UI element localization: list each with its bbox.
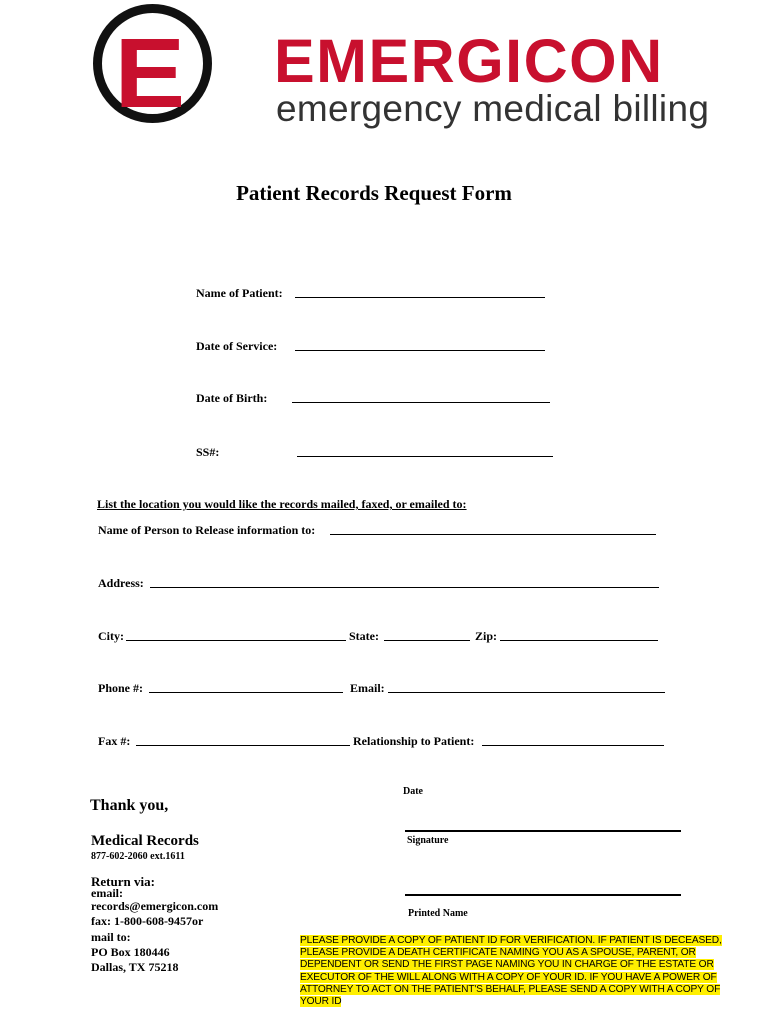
notice-line: PLEASE PROVIDE A COPY OF PATIENT ID FOR VERIFICATION. IF PATIENT IS DECEASED, — [300, 935, 722, 946]
date-of-service-label: Date of Service: — [196, 339, 278, 353]
date-label: Date — [403, 786, 423, 797]
ssn-label: SS#: — [196, 445, 220, 459]
notice-line: ATTORNEY TO ACT ON THE PATIENT'S BEHALF, PLEASE SEND A COPY WITH A COPY OF — [300, 983, 721, 995]
zip-label: Zip: — [475, 629, 498, 643]
fax-field[interactable] — [136, 745, 350, 746]
state-label: State: — [349, 629, 379, 643]
printed-name-label: Printed Name — [408, 908, 468, 919]
page-title: Patient Records Request Form — [236, 181, 512, 205]
phone-field[interactable] — [149, 692, 343, 693]
id-verification-notice — [300, 935, 760, 1008]
date-of-birth-label: Date of Birth: — [196, 391, 268, 405]
mail-to-label: mail to: — [91, 930, 131, 944]
email-contact-label: email: — [91, 886, 123, 900]
relationship-field[interactable] — [482, 745, 664, 746]
printed-name-field[interactable] — [405, 894, 681, 896]
city-state-zip: Dallas, TX 75218 — [91, 960, 179, 974]
notice-line: YOUR ID — [300, 996, 342, 1008]
brand-name: EMERGICON — [274, 27, 664, 95]
date-of-service-field[interactable] — [295, 350, 545, 351]
brand-tagline: emergency medical billing — [276, 88, 710, 129]
thanks-text: Thank you, — [90, 797, 169, 814]
address-field[interactable] — [150, 587, 659, 588]
po-box: PO Box 180446 — [91, 945, 170, 959]
signature-label: Signature — [407, 835, 449, 846]
address-label: Address: — [98, 576, 144, 590]
city-label: City: — [98, 629, 124, 643]
department-name: Medical Records — [91, 833, 199, 849]
release-to-label: Name of Person to Release information to: — [98, 523, 316, 537]
email-field[interactable] — [388, 692, 665, 693]
contact-fax: fax: 1-800-608-9457or — [91, 914, 204, 928]
notice-line: EXECUTOR OF THE WILL ALONG WITH A COPY OF YOUR ID. IF YOU HAVE A POWER OF — [300, 971, 717, 983]
patient-name-label: Name of Patient: — [196, 286, 283, 300]
release-to-field[interactable] — [330, 534, 656, 535]
email-label: Email: — [350, 681, 385, 695]
contact-email-link[interactable]: records@emergicon.com — [91, 899, 219, 913]
fax-label: Fax #: — [98, 734, 131, 748]
patient-name-field[interactable] — [295, 297, 545, 298]
phone-label: Phone #: — [98, 681, 143, 695]
release-heading: List the location you would like the records mailed, faxed, or emailed to: — [97, 497, 467, 511]
state-field[interactable] — [384, 640, 470, 641]
signature-field[interactable] — [405, 830, 681, 832]
notice-line: DEPENDENT OR SEND THE FIRST PAGE NAMING YOU IN CHARGE OF THE ESTATE OR — [300, 959, 714, 971]
date-of-birth-field[interactable] — [292, 402, 550, 403]
notice-line: PLEASE PROVIDE A DEATH CERTIFICATE NAMING YOU AS A SPOUSE, PARENT, OR — [300, 947, 696, 959]
logo-letter: E — [114, 18, 186, 128]
ssn-field[interactable] — [297, 456, 553, 457]
relationship-label: Relationship to Patient: — [353, 734, 475, 748]
department-phone: 877-602-2060 ext.1611 — [91, 851, 185, 862]
city-field[interactable] — [126, 640, 346, 641]
zip-field[interactable] — [500, 640, 658, 641]
return-via-label: Return via: — [91, 874, 155, 889]
